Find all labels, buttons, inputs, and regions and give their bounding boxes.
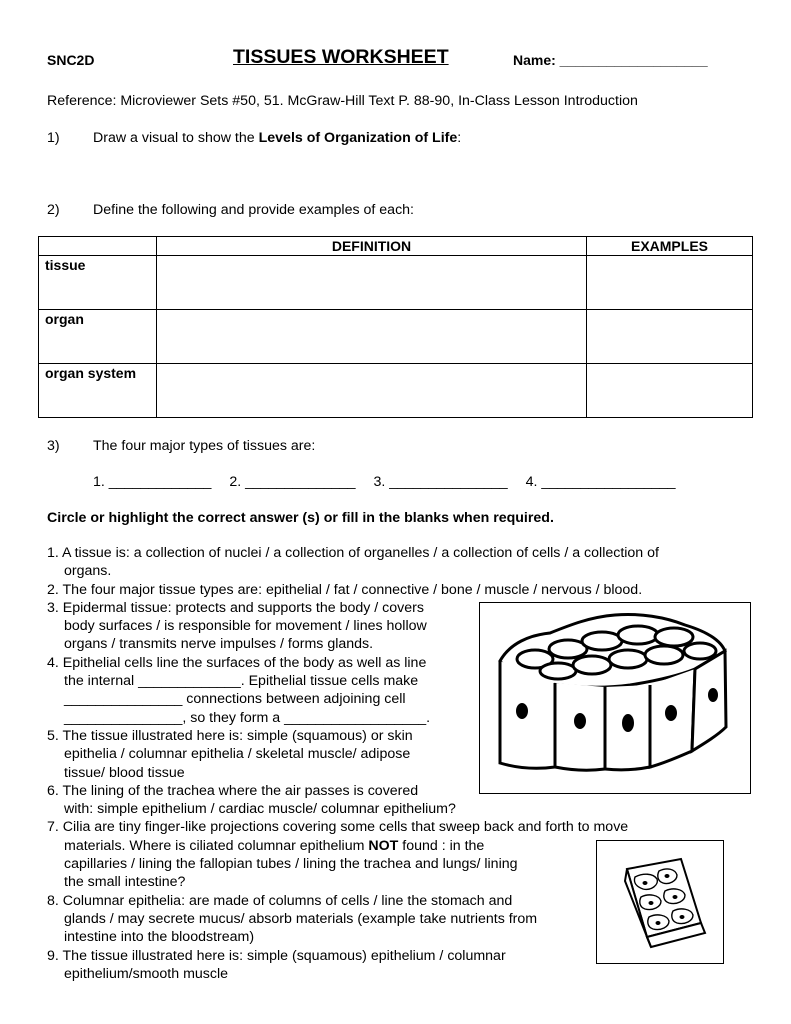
- squamous-epithelium-figure: [596, 840, 724, 964]
- q1-text: [93, 130, 461, 146]
- blank-3[interactable]: 3. _______________: [373, 474, 508, 490]
- q1-text-pre: Draw a visual to show the: [93, 130, 259, 146]
- item-line-bold: NOT: [368, 837, 399, 854]
- item-line: 3. Epidermal tissue: protects and supports the body / covers: [47, 599, 424, 616]
- item-line: 6. The lining of the trachea where the air passes is covered: [47, 782, 419, 799]
- worksheet-title: TISSUES WORKSHEET: [233, 46, 449, 68]
- item-line: tissue/ blood tissue: [64, 764, 185, 781]
- item-line: 5. The tissue illustrated here is: simple (squamous) or skin: [47, 727, 413, 744]
- item-line: 9. The tissue illustrated here is: simple (squamous) epithelium / columnar: [47, 947, 506, 964]
- term-cell: organ: [39, 310, 157, 364]
- list-item: [47, 544, 747, 581]
- table-row: [39, 256, 753, 310]
- definition-cell[interactable]: [157, 310, 587, 364]
- definition-cell[interactable]: [157, 256, 587, 310]
- table-row: [39, 364, 753, 418]
- columnar-epithelium-illustration: [480, 603, 750, 793]
- examples-cell[interactable]: [587, 364, 753, 418]
- item-line: 8. Columnar epithelia: are made of columns of cells / line the stomach and: [47, 892, 513, 909]
- item-line: _______________, so they form a __________________.: [64, 709, 431, 726]
- definition-cell[interactable]: [157, 364, 587, 418]
- table-header-examples: EXAMPLES: [587, 237, 753, 256]
- item-line: organs / transmits nerve impulses / forms glands.: [64, 636, 374, 653]
- item-line: glands / may secrete mucus/ absorb materials (example take nutrients from: [64, 910, 538, 927]
- table-row: [39, 310, 753, 364]
- item-line: epithelium/smooth muscle: [64, 965, 229, 982]
- squamous-epithelium-illustration: [597, 841, 723, 963]
- blank-4[interactable]: 4. _________________: [525, 474, 676, 490]
- blank-2[interactable]: 2. ______________: [229, 474, 356, 490]
- item-line: capillaries / lining the fallopian tubes / lining the trachea and lungs/ lining: [64, 856, 518, 873]
- item-line: 1. A tissue is: a collection of nuclei / a collection of organelles / a collection of cells / a collection of: [47, 545, 659, 561]
- instructions: Circle or highlight the correct answer (s) or fill in the blanks when required.: [47, 510, 554, 526]
- item-line: body surfaces / is responsible for movement / lines hollow: [64, 618, 427, 635]
- term-cell: organ system: [39, 364, 157, 418]
- item-line: 7. Cilia are tiny finger-like projections covering some cells that sweep back and forth to move: [47, 819, 629, 836]
- item-line-pre: materials. Where is ciliated columnar epithelium: [64, 837, 369, 854]
- table-header-definition: DEFINITION: [157, 237, 587, 256]
- list-item: [47, 581, 747, 599]
- table-header-row: [39, 237, 753, 256]
- course-code: SNC2D: [47, 52, 95, 68]
- q1-text-bold: Levels of Organization of Life: [258, 130, 458, 146]
- item-line: the internal _____________. Epithelial tissue cells make: [64, 673, 419, 690]
- q1-text-post: :: [457, 130, 462, 146]
- item-line: with: simple epithelium / cardiac muscle/ columnar epithelium?: [64, 801, 456, 818]
- q1-number: 1): [47, 130, 60, 146]
- name-field-label: Name: ___________________: [513, 52, 708, 68]
- item-line: 2. The four major tissue types are: epithelial / fat / connective / bone / muscle / nervous / blood.: [47, 581, 643, 598]
- item-line: _______________ connections between adjoining cell: [64, 691, 406, 708]
- q3-text: The four major types of tissues are:: [93, 438, 316, 454]
- term-cell: tissue: [39, 256, 157, 310]
- examples-cell[interactable]: [587, 256, 753, 310]
- item-line: intestine into the bloodstream): [64, 929, 255, 946]
- q2-number: 2): [47, 202, 60, 218]
- blank-1[interactable]: 1. _____________: [93, 474, 212, 490]
- tissue-type-blanks: [93, 474, 690, 490]
- table-header-term: [39, 237, 157, 256]
- columnar-epithelium-figure: [479, 602, 751, 794]
- reference-line: Reference: Microviewer Sets #50, 51. McGraw-Hill Text P. 88-90, In-Class Lesson Introduction: [47, 93, 638, 109]
- item-line: 4. Epithelial cells line the surfaces of the body as well as line: [47, 654, 427, 671]
- item-line: organs.: [64, 563, 112, 580]
- item-line: the small intestine?: [64, 874, 186, 891]
- q3-number: 3): [47, 438, 60, 454]
- examples-cell[interactable]: [587, 310, 753, 364]
- item-line-post: found : in the: [398, 837, 485, 854]
- definitions-table: [38, 236, 753, 418]
- item-line: epithelia / columnar epithelia / skeletal muscle/ adipose: [64, 746, 411, 763]
- q2-text: Define the following and provide examples of each:: [93, 202, 414, 218]
